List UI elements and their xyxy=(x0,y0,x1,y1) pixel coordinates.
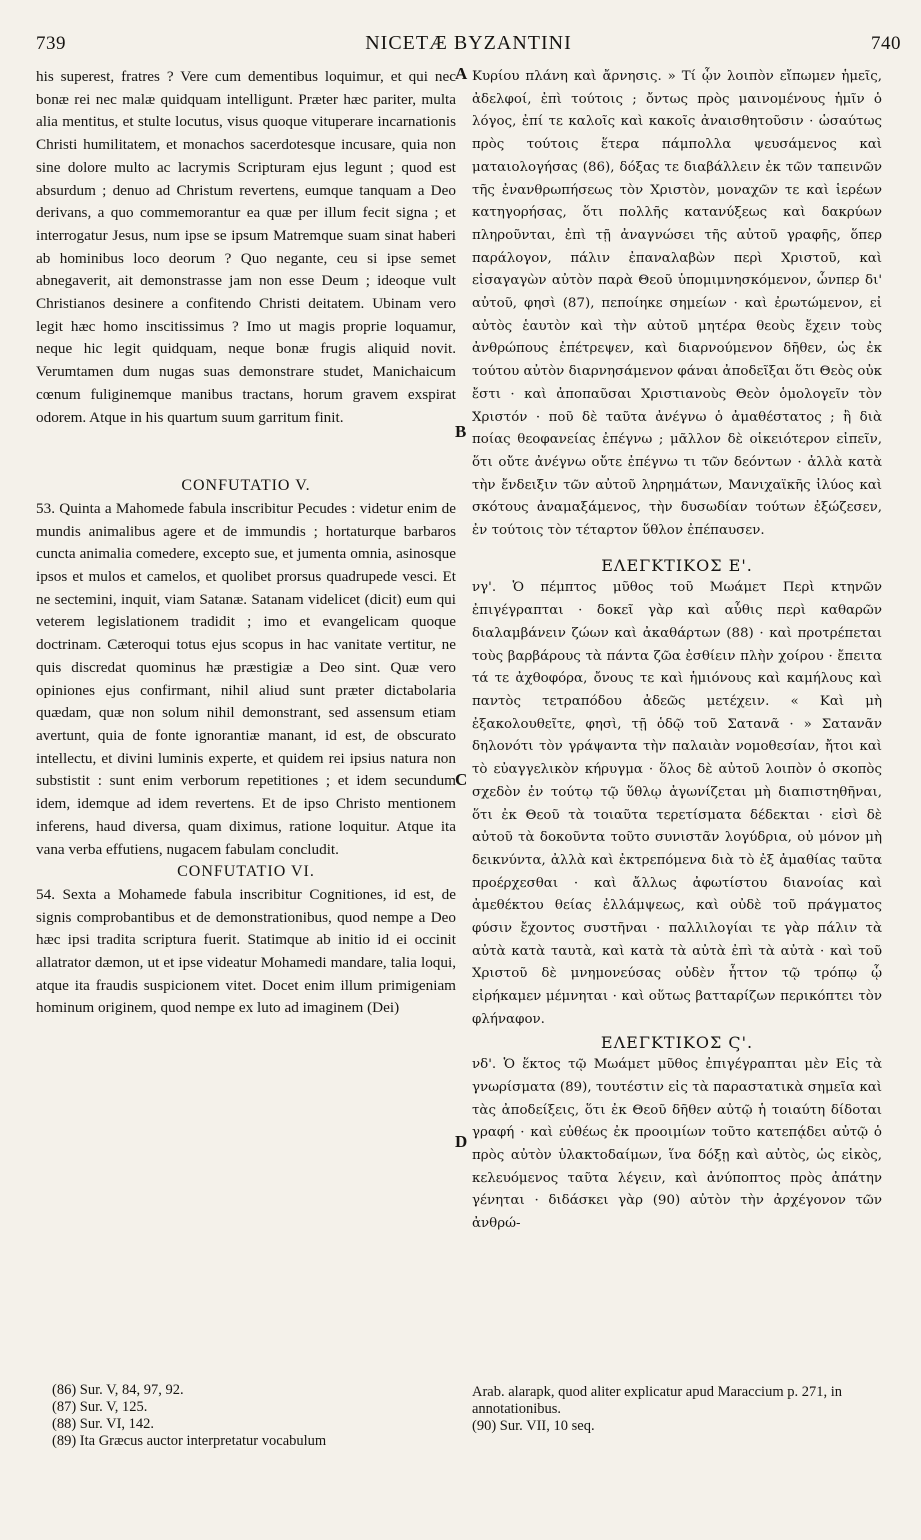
running-header xyxy=(36,32,901,60)
latin-intro-paragraph: his superest, fratres ? Vere cum dementibus loquimur, et qui nec bonæ rei nec malæ quidquam intelligunt. Præter hæc pariter, multa alia mentitus, et stulte locutus, visus quoque vituperare incarnationis Christi humilitatem, et monachos sacerdotesque incusare, quia non sine dolore multo ac lacrymis Scripturam ejus legunt ; quod est absurdum ; denuo ad Christum revertens, eumque tanquam a Deo derivans, a quo commemorantur ea quæ per illum fecit signa ; et interrogatur Jesus, num ipse se ipsum Matremque suam sinat haberi ab hominibus loco deorum ? Quo negante, ceu si ipse semet abnegaverit, ait demonstrasse jam non esse Deum ; ideoque vult Christianos desinere a confitendo Christi deitatem. Ubinam vero legit hæc homo inscitissimus ? Imo ut magis proprie loquamur, neque hic legit quidquam, neque bonæ frugis aliquid novit. Verumtamen dum nugas suas demonstrare studet, Manichaicum cœnum fuliginemque manibus tractans, horum gravem exspirat odorem. Atque in his quartum suum garritum finit. xyxy=(36,68,456,426)
greek-intro-paragraph: Κυρίου πλάνη καὶ ἄρνησις. » Τί ᾧν λοιπὸν εἴπωμεν ἡμεῖς, ἀδελφοί, ἐπὶ τούτοις ; ὄντως πρὸς μαινομένους ἡμῖν ὁ λόγος, ἐπί τε καλοῖς καὶ κακοῖς ἀναισθητοῦσιν · ὡσαύτως πρὸς τούτοις ἕτερα πάμπολλα ψευσάμενος καὶ ματαιολογήσας (86), δόξας τε διαβάλλειν ἐκ τῶν ταπεινῶν τῆς ἐνανθρωπήσεως τὸν Χριστὸν, μοναχῶν τε καὶ ἱερέων κατηγορήσας, ὅτι πολλῆς κατανύξεως καὶ δακρύων πληροῦνται, ἐπὶ τῇ ἀναγνώσει τῆς αὐτοῦ γραφῆς, ὅπερ παράλογον, πάλιν ἐπαναλαβὼν περὶ Χριστοῦ, καὶ εἰσαγαγὼν αὐτὸν παρὰ Θεοῦ ὑπομιμνησκόμενον, ὧνπερ δι' αὐτοῦ, φησὶ (87), πεποίηκε σημείων · καὶ ἐρωτώμενον, εἰ αὐτὸς ἑαυτὸν καὶ τὴν αὐτοῦ μητέρα θεοὺς ἔχειν τοὺς ἀνθρώπους ἐπέτρεψεν, καὶ διαρνούμενον δῆθεν, ὡς ἐκ τούτου αὐτὸν διαρνησάμενον φάναι ἀποδεῖξαι ὅτι Θεὸς οὐκ ἔστι · καὶ ἀποπαῦσαι Χριστιανοὺς Θεὸν ὁμολογεῖν τὸν Χριστόν · ποῦ δὲ ταῦτα ἀνέγνω ὁ ἀμαθέστατος ; ἢ διὰ ποίας θεοφανείας ἐπέγνω ; μᾶλλον δὲ οἰκειότερον εἰπεῖν, ὅτι οὔτε ἀνέγνω οὔτε ἐπέγνω τι τῶν δεόντων · ἀλλὰ κατὰ τὴν ἔνδειξιν τῶν αὐτοῦ ληρημάτων, Μανιχαϊκῆς ἰλύος καὶ σκότους ἀναμαξάμενος, τὴν δυσωδίαν τούτων ἐξώζεσεν, ἐν τούτοις τὸν τέταρτον ὕθλον ἐπέπαυσεν. xyxy=(472,69,882,539)
footnote-89-continued: Arab. alarapk, quod aliter explicatur apud Maraccium p. 271, in annotationibus. xyxy=(472,1384,843,1417)
margin-marker-b: B xyxy=(455,422,467,441)
latin-column xyxy=(36,66,456,1020)
greek-section-6-title: ΕΛΕΓΚΤΙΚΟΣ Ϛ'. xyxy=(600,1032,754,1052)
greek-section-5-paragraph: νγ'. Ὁ πέμπτος μῦθος τοῦ Μωάμετ Περὶ κτηνῶν ἐπιγέγραπται · δοκεῖ γὰρ καὶ αὖθις περὶ καθαρῶν διαλαμβάνειν ζώων καὶ ἀκαθάρτων (88) · καὶ προτρέπεται τοὺς βαρβάρους τὰ πάντα ζῶα ἐσθίειν πλὴν χοίρου · ἔπειτα τά τε ἀχθοφόρα, ὄνους τε καὶ ἡμιόνους καὶ καμήλους καὶ παντὸς τετραπόδου ἀδεῶς μετέχειν. « Καὶ μὴ ἐξακολουθεῖτε, φησὶ, τῇ ὁδῷ τοῦ Σατανᾶ · » Σατανᾶν δηλονότι τὸν γράψαντα τὴν παλαιὰν νομοθεσίαν, ἤτοι καὶ τὸ εὐαγγελικὸν κήρυγμα · ὅλος δὲ αὐτοῦ λοιπὸν ὁ σκοπὸς σχεδὸν ἐν τούτῳ τῷ ὕθλῳ ἀγωνίζεται μὴ διαπιστηθῆναι, ὅτι ἐκ Θεοῦ τὰ τοιαῦτα τερετίσματα δέδεκται · εἰσὶ δὲ αὐτοῦ τὰ δοκοῦντα τοῦτο συνιστᾶν λογύδρια, οὐ μόνον μὴ δεικνύντα, ἀλλὰ καὶ ἐκτρεπόμενα διὰ τὸ ἐξ ἀμαθίας ταῦτα προέρχεσθαι · καὶ ἄλλως ἀφωτίστου διανοίας καὶ ἀμεθέκτου θείας ἐλλάμψεως, καὶ οὐδὲ τοῦ πράγματος φύσιν ἔχοντος συστῆναι · παλλιλογίαι τε γὰρ πάλιν τὰ αὐτὰ κατὰ ταυτὰ, καὶ κατὰ τὰ αὐτὰ ἐπὶ τὰ αὐτὰ · καὶ τοῦ Χριστοῦ δὲ μνημονεύσας οὐδὲν ἧττον τῷ τρόπῳ ᾧ εἰρήκαμεν μέμνηται · καὶ οὕτως βατταρίζων περικόπτει τὸν φλήναφον. xyxy=(472,580,882,1027)
latin-section-6-title: CONFUTATIO VI. xyxy=(177,863,315,881)
margin-marker-d: D xyxy=(455,1132,468,1151)
footnote-87: (87) Sur. V, 125. xyxy=(52,1399,148,1415)
margin-marker-c: C xyxy=(455,770,468,789)
footnote-86: (86) Sur. V, 84, 97, 92. xyxy=(52,1382,184,1398)
page-number-right: 740 xyxy=(871,33,901,54)
running-title: NICETÆ BYZANTINI xyxy=(365,32,572,54)
footnote-89: (89) Ita Græcus auctor interpretatur vocabulum xyxy=(52,1433,327,1449)
greek-section-5-title: ΕΛΕΓΚΤΙΚΟΣ Ε'. xyxy=(601,555,753,575)
margin-marker-a: A xyxy=(455,64,468,83)
latin-section-5-paragraph: 53. Quinta a Mahomede fabula inscribitur Pecudes : videtur enim de mundis animalibus agere et de immundis ; hortaturque barbaros cuncta animalia comedere, excepto sue, et jumenta omnia, asinosque ipsos et mulos et camelos, et quolibet prorsus quadrupede vesci. Et ne sectemini, inquit, viam Satanæ. Satanam videlicet (dicit) eum qui veterem legislationem tradidit ; imo et evangelicam quoque doctrinam. Cæteroqui totus ejus scopus in hac vanitate vertitur, ne quis discredat quominus hæ præstigiæ a Deo sint. Quæ vero opiniones ejus confirmant, nihil aliud sunt præter dictabolaria quædam, quæ non solum nihil demonstrant, sed assensum etiam avertunt, quia de fonte ignorantiæ manant, id est, de obscurato intellectu, et divini luminis experte, et quidem rei ipsius natura non substistit : sunt enim verborum repetitiones ; et idem secundum idem, idemque ad idem revertens. Et de ipso Christo mentionem inferens, haud diversa, quam diximus, ratione loquitur. Atque ita vana verba effutiens, nugacem fabulam concludit. xyxy=(36,499,456,858)
footnote-90: (90) Sur. VII, 10 seq. xyxy=(472,1418,595,1434)
footnotes-left xyxy=(52,1382,326,1450)
greek-section-6-paragraph: νδ'. Ὁ ἕκτος τῷ Μωάμετ μῦθος ἐπιγέγραπται μὲν Εἰς τὰ γνωρίσματα (89), τουτέστιν εἰς τὰ παραστατικὰ σημεῖα καὶ τὰς ἀποδείξεις, ὅτι ἐκ Θεοῦ δῆθεν αὐτῷ ἡ τοιαύτη δίδοται γραφή · καὶ εὐθέως ἐκ προοιμίων τοῦτο κατεπᾴδει αὐτῷ ὁ πρὸς αὐτὸν ὑλακτοδαίμων, ἵνα δόξῃ καὶ αὐτὸς, ὡς εἰκὸς, κελευόμενος ταῦτα λέγειν, καὶ ἀνύποπτος πρὸς ἀπάτην γένηται · διδάσκει γὰρ (90) αὐτὸν τὴν ἀρχέγονον τῶν ἀνθρώ- xyxy=(472,1057,882,1232)
greek-column xyxy=(472,66,882,1236)
latin-section-6-paragraph: 54. Sexta a Mohamede fabula inscribitur Cognitiones, id est, de signis comprobantibus et de demonstrationibus, quod nempe a Deo hæc ipsi tradita scriptura fuerit. Statimque ab initio id ei occinit allatrator dæmon, ut et ipse videatur Mohamedi mandare, talia loqui, atque ita fraudis suspicionem vitet. Docet enim illum primigeniam hominum originem, quod nempe ex luto ad imaginem (Dei) xyxy=(36,885,456,1017)
footnotes-right xyxy=(472,1384,882,1435)
page-number-left: 739 xyxy=(36,33,66,54)
footnote-88: (88) Sur. VI, 142. xyxy=(52,1416,155,1432)
latin-section-5-title: CONFUTATIO V. xyxy=(181,477,311,495)
